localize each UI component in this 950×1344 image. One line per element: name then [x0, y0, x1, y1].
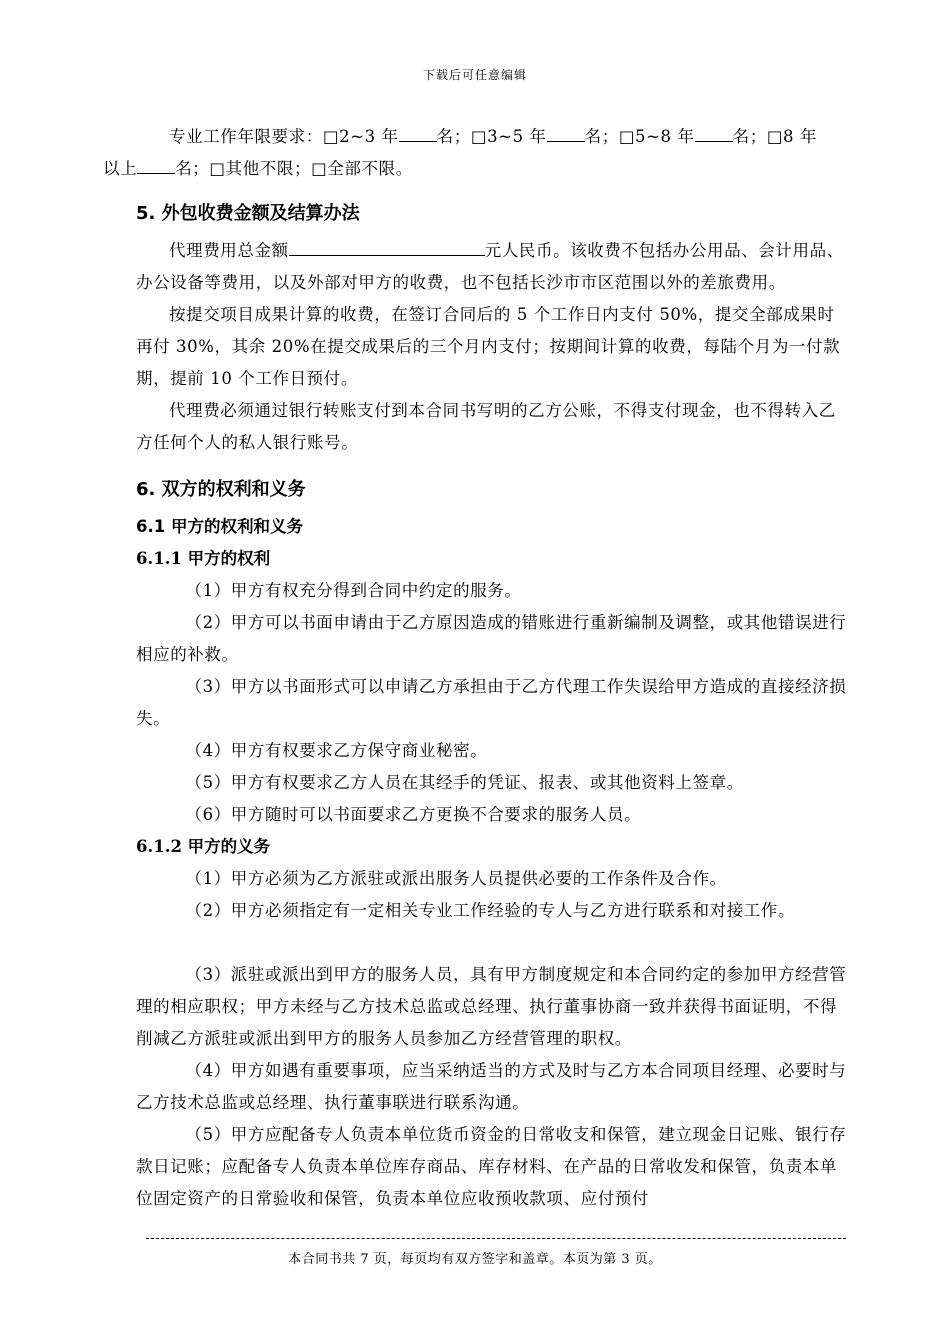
page-footer: 本合同书共 7 页，每页均有双方签字和盖章。本页为第 3 页。 — [288, 1252, 662, 1267]
payment-method-paragraph: 代理费必须通过银行转账支付到本合同书写明的乙方公账，不得支付现金，也不得转入乙方任何个人的私人银行账号。 — [136, 401, 836, 452]
amount-blank — [289, 239, 485, 256]
payment-schedule-paragraph: 按提交项目成果计算的收费，在签订合同后的 5 个工作日内支付 50%，提交全部成果时再付 30%，其余 20%在提交成果后的三个月内支付；按期间计算的收费，每陆个月为一付款期，提前 10 个工作日预付。 — [136, 305, 841, 388]
section-5-title: 5. 外包收费金额及结算办法 — [136, 203, 360, 224]
right-item: （1）甲方有权充分得到合同中约定的服务。 — [185, 581, 522, 600]
blank-line — [137, 157, 175, 174]
duty-item: （1）甲方必须为乙方派驻或派出服务人员提供必要的工作条件及合作。 — [185, 869, 727, 888]
fee-amount-paragraph — [136, 235, 850, 299]
spacer — [136, 927, 850, 959]
section-6-1-2-title: 6.1.2 甲方的义务 — [136, 837, 271, 856]
page-header: 下载后可任意编辑 — [422, 68, 527, 82]
right-item: （6）甲方随时可以书面要求乙方更换不合要求的服务人员。 — [185, 805, 642, 824]
duty-item: （3）派驻或派出到甲方的服务人员，具有甲方制度规定和本合同约定的参加甲方经营管理的相应职权；甲方未经与乙方技术总监或总经理、执行董事协商一致并获得书面证明，不得削减乙方派驻或派出到甲方的服务人员参加乙方经营管理的职权。 — [136, 965, 847, 1048]
fee-lead: 代理费用总金额 — [169, 241, 289, 260]
footer-divider — [146, 1238, 846, 1239]
option-8-years-tail: 以上 — [103, 159, 138, 178]
right-item: （3）甲方以书面形式可以申请乙方承担由于乙方代理工作失误给甲方造成的直接经济损失。 — [136, 677, 847, 728]
years-requirement — [103, 121, 850, 185]
fee-tail: 元人民币。该收费不包括办公用品、会计用品、办公设备等费用，以及外部对甲方的收费，也不包括长沙市市区范围以外的差旅费用。 — [136, 241, 844, 292]
right-item: （2）甲方可以书面申请由于乙方原因造成的错账进行重新编制及调整，或其他错误进行相应的补救。 — [136, 613, 847, 664]
right-item: （4）甲方有权要求乙方保守商业秘密。 — [185, 741, 488, 760]
duty-item: （5）甲方应配备专人负责本单位货币资金的日常收支和保管，建立现金日记账、银行存款日记账；应配备专人负责本单位库存商品、库存材料、在产品的日常收发和保管，负责本单位固定资产的日常验收和保管，负责本单位应收预收款项、应付预付 — [136, 1125, 847, 1208]
blank-line — [695, 125, 733, 142]
option-2-3-years: □2~3 年 — [322, 127, 399, 146]
unit-label: 名； — [436, 127, 471, 146]
blank-line — [399, 125, 437, 142]
right-item: （5）甲方有权要求乙方人员在其经手的凭证、报表、或其他资料上签章。 — [185, 773, 744, 792]
duty-item: （2）甲方必须指定有一定相关专业工作经验的专人与乙方进行联系和对接工作。 — [185, 901, 796, 920]
option-5-8-years: □5~8 年 — [618, 127, 695, 146]
blank-line — [547, 125, 585, 142]
section-6-1-title: 6.1 甲方的权利和义务 — [136, 517, 303, 536]
option-8-years: □8 年 — [766, 127, 818, 146]
unit-label: 名； — [175, 159, 210, 178]
years-lead: 专业工作年限要求： — [169, 127, 323, 146]
option-all: □全部不限。 — [311, 159, 413, 178]
option-3-5-years: □3~5 年 — [470, 127, 547, 146]
duty-item: （4）甲方如遇有重要事项，应当采纳适当的方式及时与乙方本合同项目经理、必要时与乙方技术总监或总经理、执行董事联进行联系沟通。 — [136, 1061, 847, 1112]
option-other: □其他不限； — [209, 159, 312, 178]
section-6-1-1-title: 6.1.1 甲方的权利 — [136, 549, 271, 568]
unit-label: 名； — [732, 127, 767, 146]
unit-label: 名； — [584, 127, 619, 146]
document-body — [103, 121, 850, 1215]
section-6-title: 6. 双方的权利和义务 — [136, 479, 306, 500]
